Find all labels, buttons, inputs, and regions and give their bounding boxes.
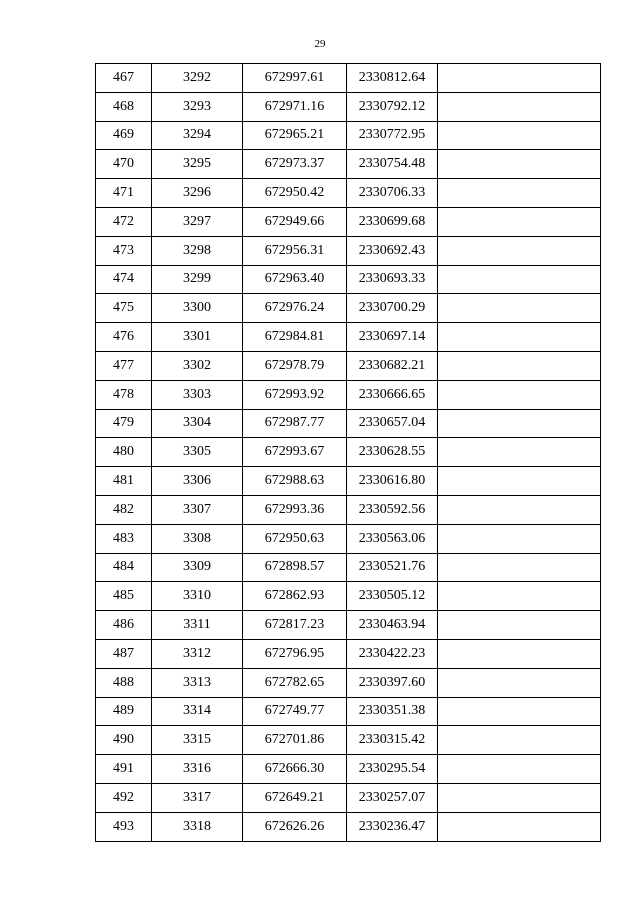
empty-notes-cell (438, 121, 601, 150)
table-row (96, 207, 601, 236)
x-coordinate-cell: 672993.67 (243, 438, 347, 467)
x-coordinate-cell: 672976.24 (243, 294, 347, 323)
table-row (96, 553, 601, 582)
row-number-cell: 485 (96, 582, 152, 611)
point-id-cell: 3297 (152, 207, 243, 236)
table-row (96, 265, 601, 294)
row-number-cell: 480 (96, 438, 152, 467)
empty-notes-cell (438, 265, 601, 294)
x-coordinate-cell: 672988.63 (243, 467, 347, 496)
y-coordinate-cell: 2330693.33 (347, 265, 438, 294)
table-row (96, 755, 601, 784)
point-id-cell: 3310 (152, 582, 243, 611)
point-id-cell: 3309 (152, 553, 243, 582)
x-coordinate-cell: 672997.61 (243, 64, 347, 93)
x-coordinate-cell: 672984.81 (243, 323, 347, 352)
row-number-cell: 490 (96, 726, 152, 755)
row-number-cell: 486 (96, 611, 152, 640)
y-coordinate-cell: 2330666.65 (347, 380, 438, 409)
point-id-cell: 3302 (152, 351, 243, 380)
table-row (96, 611, 601, 640)
row-number-cell: 489 (96, 697, 152, 726)
y-coordinate-cell: 2330422.23 (347, 639, 438, 668)
row-number-cell: 491 (96, 755, 152, 784)
empty-notes-cell (438, 150, 601, 179)
x-coordinate-cell: 672993.36 (243, 495, 347, 524)
row-number-cell: 492 (96, 783, 152, 812)
x-coordinate-cell: 672817.23 (243, 611, 347, 640)
empty-notes-cell (438, 323, 601, 352)
point-id-cell: 3299 (152, 265, 243, 294)
row-number-cell: 469 (96, 121, 152, 150)
row-number-cell: 482 (96, 495, 152, 524)
y-coordinate-cell: 2330754.48 (347, 150, 438, 179)
y-coordinate-cell: 2330257.07 (347, 783, 438, 812)
table-row (96, 236, 601, 265)
table-row (96, 351, 601, 380)
point-id-cell: 3312 (152, 639, 243, 668)
empty-notes-cell (438, 467, 601, 496)
table-row (96, 812, 601, 841)
point-id-cell: 3296 (152, 179, 243, 208)
table-row (96, 726, 601, 755)
x-coordinate-cell: 672862.93 (243, 582, 347, 611)
empty-notes-cell (438, 726, 601, 755)
table-row (96, 409, 601, 438)
y-coordinate-cell: 2330699.68 (347, 207, 438, 236)
row-number-cell: 467 (96, 64, 152, 93)
table-row (96, 783, 601, 812)
table-row (96, 668, 601, 697)
x-coordinate-cell: 672898.57 (243, 553, 347, 582)
empty-notes-cell (438, 697, 601, 726)
x-coordinate-cell: 672626.26 (243, 812, 347, 841)
x-coordinate-cell: 672963.40 (243, 265, 347, 294)
y-coordinate-cell: 2330295.54 (347, 755, 438, 784)
x-coordinate-cell: 672701.86 (243, 726, 347, 755)
point-id-cell: 3316 (152, 755, 243, 784)
empty-notes-cell (438, 639, 601, 668)
y-coordinate-cell: 2330657.04 (347, 409, 438, 438)
table-row (96, 380, 601, 409)
row-number-cell: 473 (96, 236, 152, 265)
point-id-cell: 3305 (152, 438, 243, 467)
empty-notes-cell (438, 380, 601, 409)
empty-notes-cell (438, 409, 601, 438)
row-number-cell: 468 (96, 92, 152, 121)
x-coordinate-cell: 672749.77 (243, 697, 347, 726)
empty-notes-cell (438, 812, 601, 841)
point-id-cell: 3311 (152, 611, 243, 640)
empty-notes-cell (438, 611, 601, 640)
y-coordinate-cell: 2330706.33 (347, 179, 438, 208)
point-id-cell: 3298 (152, 236, 243, 265)
point-id-cell: 3293 (152, 92, 243, 121)
table-row (96, 121, 601, 150)
point-id-cell: 3308 (152, 524, 243, 553)
y-coordinate-cell: 2330397.60 (347, 668, 438, 697)
table-row (96, 639, 601, 668)
row-number-cell: 479 (96, 409, 152, 438)
table-row (96, 495, 601, 524)
x-coordinate-cell: 672965.21 (243, 121, 347, 150)
y-coordinate-cell: 2330692.43 (347, 236, 438, 265)
row-number-cell: 475 (96, 294, 152, 323)
table-row (96, 294, 601, 323)
y-coordinate-cell: 2330315.42 (347, 726, 438, 755)
y-coordinate-cell: 2330351.38 (347, 697, 438, 726)
y-coordinate-cell: 2330521.76 (347, 553, 438, 582)
y-coordinate-cell: 2330236.47 (347, 812, 438, 841)
row-number-cell: 477 (96, 351, 152, 380)
y-coordinate-cell: 2330463.94 (347, 611, 438, 640)
empty-notes-cell (438, 236, 601, 265)
empty-notes-cell (438, 64, 601, 93)
point-id-cell: 3300 (152, 294, 243, 323)
x-coordinate-cell: 672796.95 (243, 639, 347, 668)
row-number-cell: 493 (96, 812, 152, 841)
point-id-cell: 3306 (152, 467, 243, 496)
row-number-cell: 481 (96, 467, 152, 496)
empty-notes-cell (438, 582, 601, 611)
table-row (96, 323, 601, 352)
x-coordinate-cell: 672950.42 (243, 179, 347, 208)
y-coordinate-cell: 2330792.12 (347, 92, 438, 121)
table-row (96, 467, 601, 496)
table-row (96, 438, 601, 467)
empty-notes-cell (438, 438, 601, 467)
row-number-cell: 484 (96, 553, 152, 582)
table-row (96, 92, 601, 121)
row-number-cell: 470 (96, 150, 152, 179)
y-coordinate-cell: 2330563.06 (347, 524, 438, 553)
x-coordinate-cell: 672993.92 (243, 380, 347, 409)
coordinates-table (95, 63, 601, 842)
point-id-cell: 3304 (152, 409, 243, 438)
y-coordinate-cell: 2330592.56 (347, 495, 438, 524)
table-row (96, 697, 601, 726)
row-number-cell: 488 (96, 668, 152, 697)
empty-notes-cell (438, 92, 601, 121)
y-coordinate-cell: 2330700.29 (347, 294, 438, 323)
y-coordinate-cell: 2330682.21 (347, 351, 438, 380)
x-coordinate-cell: 672978.79 (243, 351, 347, 380)
point-id-cell: 3307 (152, 495, 243, 524)
table-row (96, 524, 601, 553)
point-id-cell: 3313 (152, 668, 243, 697)
row-number-cell: 483 (96, 524, 152, 553)
row-number-cell: 478 (96, 380, 152, 409)
y-coordinate-cell: 2330812.64 (347, 64, 438, 93)
point-id-cell: 3301 (152, 323, 243, 352)
empty-notes-cell (438, 351, 601, 380)
empty-notes-cell (438, 179, 601, 208)
empty-notes-cell (438, 524, 601, 553)
empty-notes-cell (438, 495, 601, 524)
point-id-cell: 3315 (152, 726, 243, 755)
row-number-cell: 487 (96, 639, 152, 668)
empty-notes-cell (438, 553, 601, 582)
table-row (96, 64, 601, 93)
x-coordinate-cell: 672949.66 (243, 207, 347, 236)
empty-notes-cell (438, 755, 601, 784)
table-row (96, 582, 601, 611)
row-number-cell: 474 (96, 265, 152, 294)
point-id-cell: 3303 (152, 380, 243, 409)
y-coordinate-cell: 2330772.95 (347, 121, 438, 150)
point-id-cell: 3295 (152, 150, 243, 179)
x-coordinate-cell: 672987.77 (243, 409, 347, 438)
table-row (96, 150, 601, 179)
empty-notes-cell (438, 294, 601, 323)
empty-notes-cell (438, 207, 601, 236)
point-id-cell: 3317 (152, 783, 243, 812)
x-coordinate-cell: 672971.16 (243, 92, 347, 121)
page-number: 29 (314, 38, 326, 50)
empty-notes-cell (438, 783, 601, 812)
row-number-cell: 476 (96, 323, 152, 352)
x-coordinate-cell: 672973.37 (243, 150, 347, 179)
x-coordinate-cell: 672950.63 (243, 524, 347, 553)
y-coordinate-cell: 2330628.55 (347, 438, 438, 467)
row-number-cell: 472 (96, 207, 152, 236)
x-coordinate-cell: 672782.65 (243, 668, 347, 697)
point-id-cell: 3318 (152, 812, 243, 841)
y-coordinate-cell: 2330505.12 (347, 582, 438, 611)
point-id-cell: 3294 (152, 121, 243, 150)
y-coordinate-cell: 2330616.80 (347, 467, 438, 496)
point-id-cell: 3292 (152, 64, 243, 93)
coordinates-table-body (96, 64, 601, 842)
row-number-cell: 471 (96, 179, 152, 208)
empty-notes-cell (438, 668, 601, 697)
y-coordinate-cell: 2330697.14 (347, 323, 438, 352)
x-coordinate-cell: 672649.21 (243, 783, 347, 812)
point-id-cell: 3314 (152, 697, 243, 726)
x-coordinate-cell: 672956.31 (243, 236, 347, 265)
x-coordinate-cell: 672666.30 (243, 755, 347, 784)
table-row (96, 179, 601, 208)
